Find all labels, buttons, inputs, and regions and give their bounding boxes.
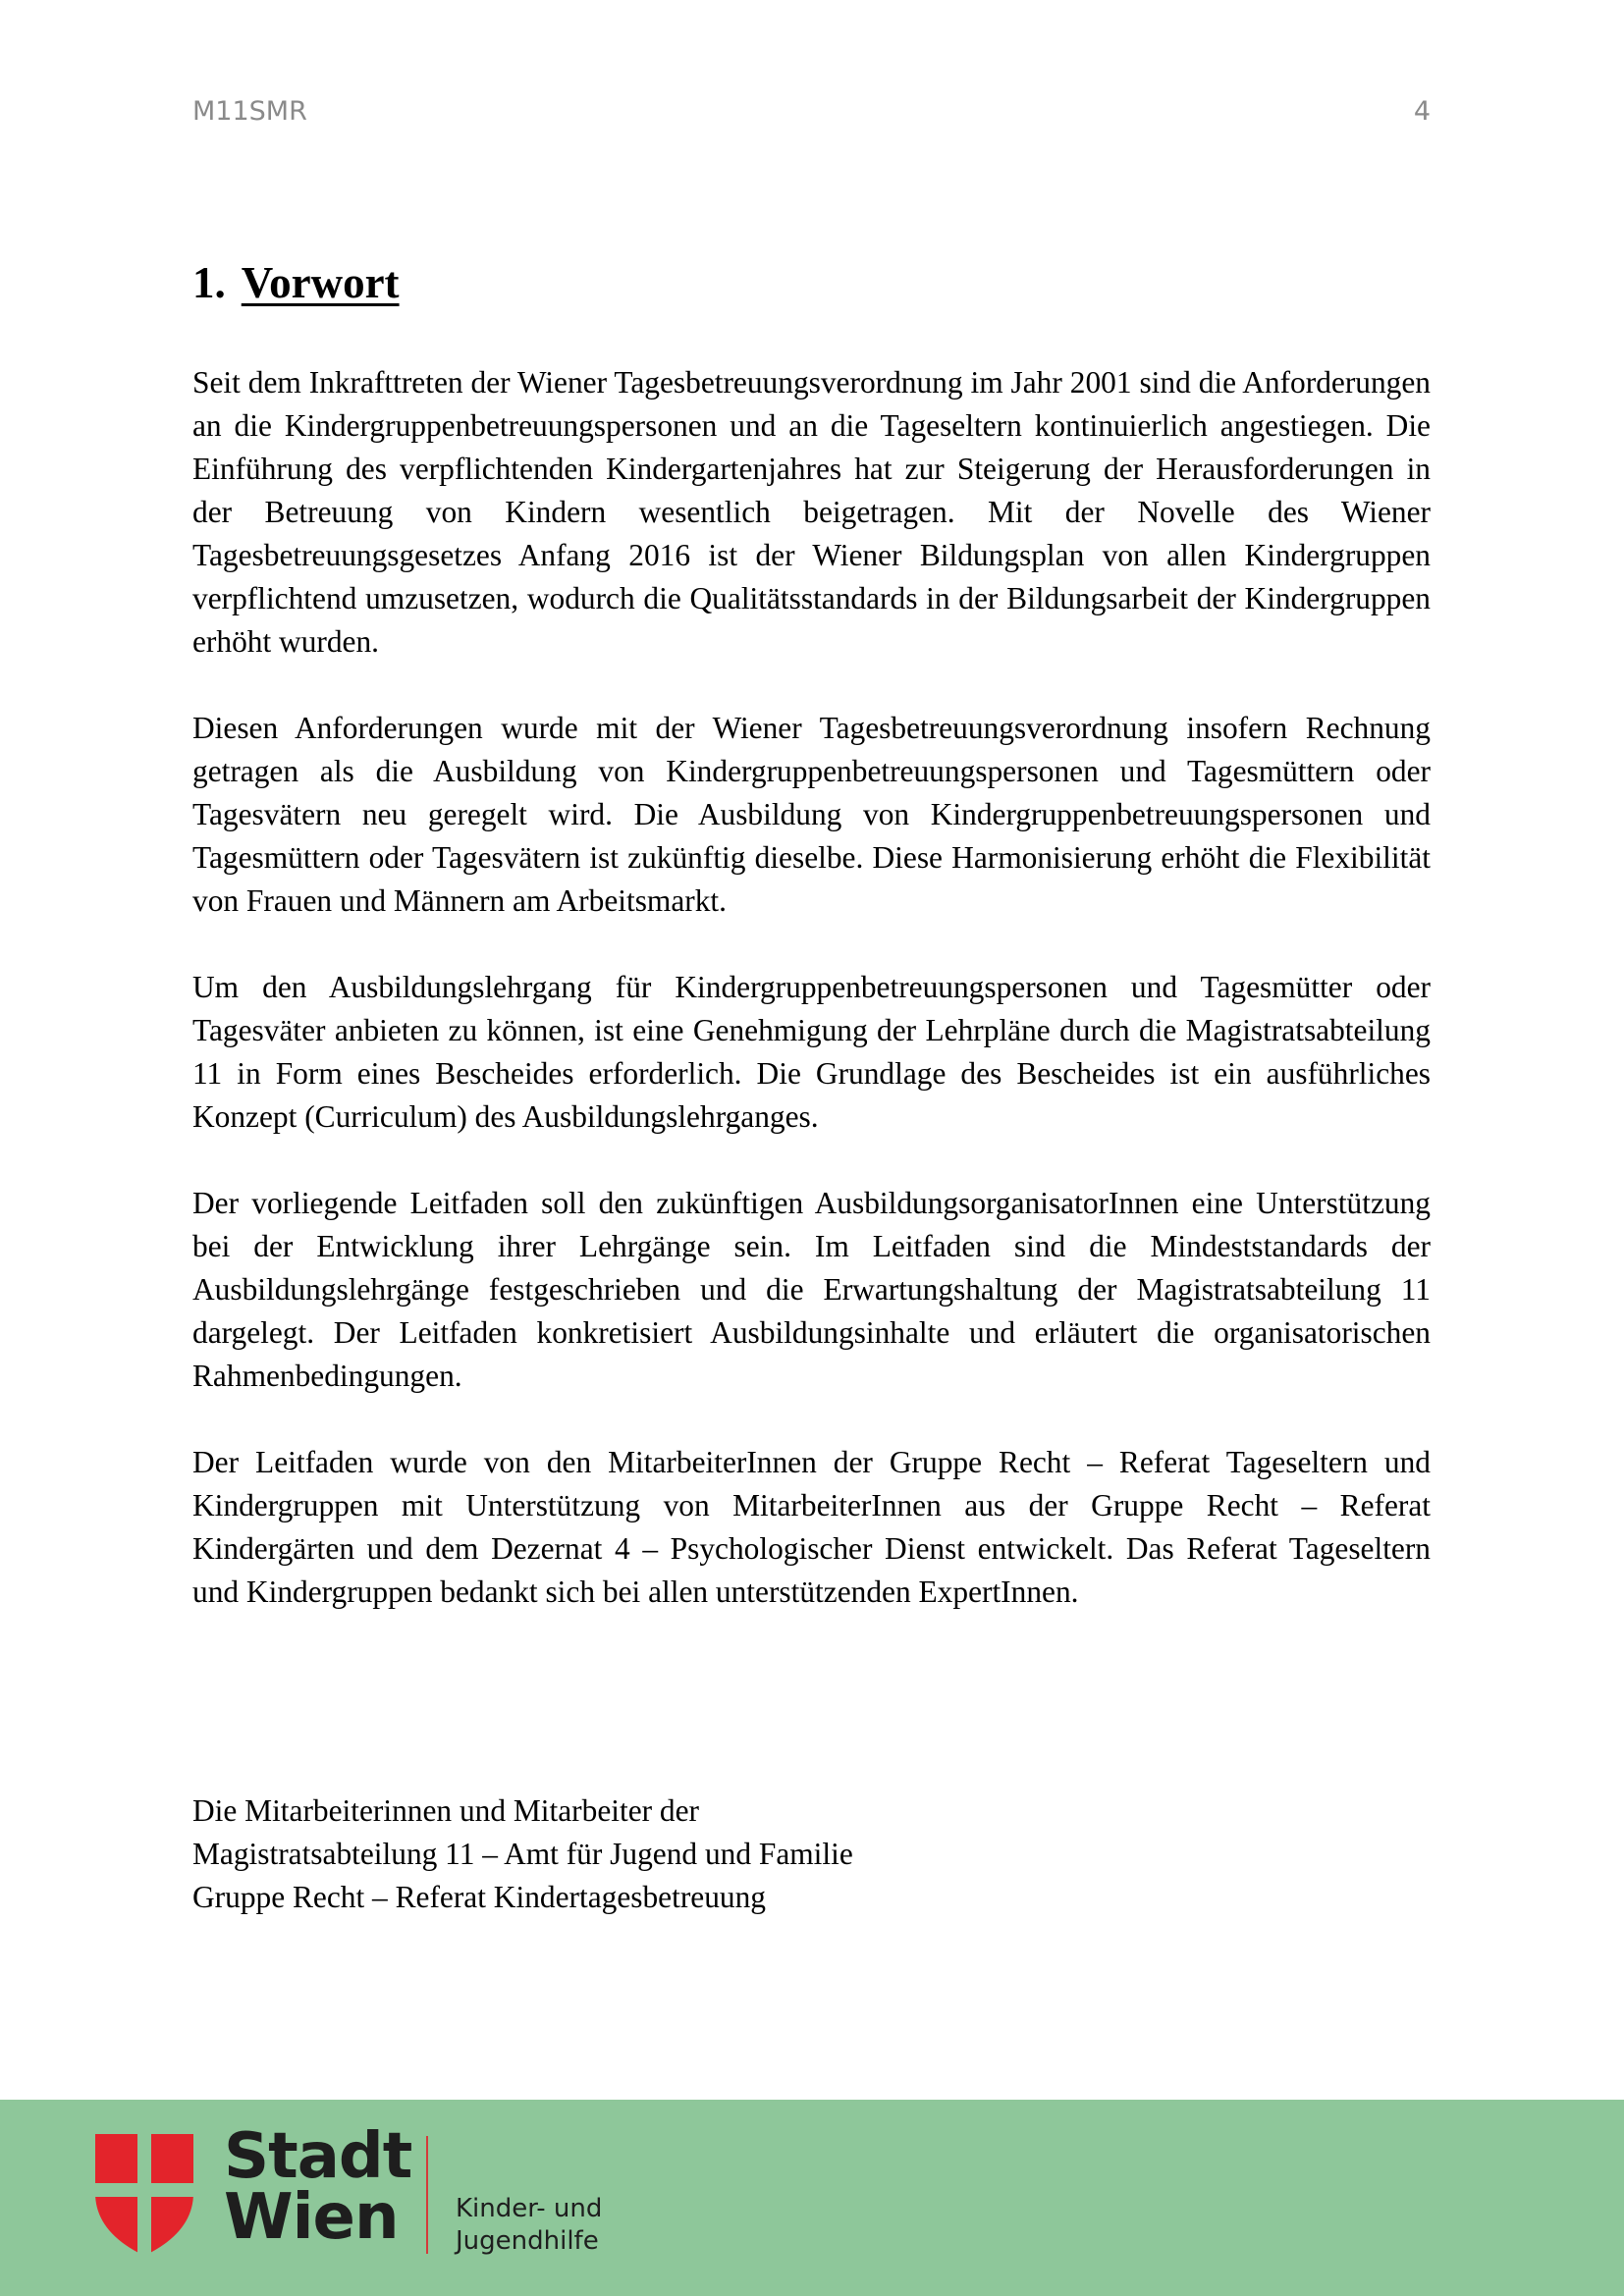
paragraph: Seit dem Inkrafttreten der Wiener Tagesbetreuungsverordnung im Jahr 2001 sind die Anforderungen an die Kindergruppenbetreuungspersonen und an die Tageseltern kontinuierlich angestiegen. Die Einführung des verpflichtenden Kindergartenjahres hat zur Steigerung der Herausforderungen in der Betreuung von Kindern wesentlich beigetragen. Mit der Novelle des Wiener Tagesbetreuungsgesetzes Anfang 2016 ist der Wiener Bildungsplan von allen Kindergruppen verpflichtend umzusetzen, wodurch die Qualitätsstandards in der Bildungsarbeit der Kindergruppen erhöht wurden.: [192, 365, 1431, 659]
logo-line: Stadt: [224, 2120, 412, 2193]
section-heading: [192, 257, 400, 308]
department-line: Kinder- und: [456, 2194, 603, 2223]
signature-line: Die Mitarbeiterinnen und Mitarbeiter der: [192, 1793, 700, 1828]
body-text: [192, 361, 1431, 1657]
signature-block: [192, 1789, 853, 1919]
signature-line: Magistratsabteilung 11 – Amt für Jugend und Familie: [192, 1837, 853, 1871]
vienna-shield-icon: [95, 2134, 193, 2256]
stadt-wien-logo: [224, 2120, 412, 2254]
signature-line: Gruppe Recht – Referat Kindertagesbetreuung: [192, 1880, 766, 1914]
document-code: M11SMR: [192, 96, 307, 127]
paragraph: Diesen Anforderungen wurde mit der Wiener Tagesbetreuungsverordnung insofern Rechnung getragen als die Ausbildung von Kindergruppenbetreuungspersonen und Tagesmüttern oder Tagesvätern neu geregelt wird. Die Ausbildung von Kindergruppenbetreuungspersonen und Tagesmüttern oder Tagesvätern ist zukünftig dieselbe. Diese Harmonisierung erhöht die Flexibilität von Frauen und Männern am Arbeitsmarkt.: [192, 711, 1431, 918]
paragraph: Der vorliegende Leitfaden soll den zukünftigen AusbildungsorganisatorInnen eine Unterstützung bei der Entwicklung ihrer Lehrgänge sein. Im Leitfaden sind die Mindeststandards der Ausbildungslehrgänge festgeschrieben und die Erwartungshaltung der Magistratsabteilung 11 dargelegt. Der Leitfaden konkretisiert Ausbildungsinhalte und erläutert die organisatorischen Rahmenbedingungen.: [192, 1186, 1431, 1393]
paragraph: Der Leitfaden wurde von den MitarbeiterInnen der Gruppe Recht – Referat Tageseltern und Kindergruppen mit Unterstützung von MitarbeiterInnen aus der Gruppe Recht – Referat Kindergärten und dem Dezernat 4 – Psychologischer Dienst entwickelt. Das Referat Tageseltern und Kindergruppen bedankt sich bei allen unterstützenden ExpertInnen.: [192, 1445, 1431, 1609]
running-header: [192, 96, 1431, 127]
page-number: 4: [1413, 96, 1431, 127]
shield-cross-horizontal: [95, 2183, 193, 2197]
section-title: Vorwort: [241, 258, 400, 307]
section-number: 1.: [192, 258, 226, 307]
department-name: [456, 2193, 602, 2258]
logo-line: Wien: [224, 2181, 399, 2254]
department-line: Jugendhilfe: [456, 2226, 599, 2256]
logo-divider: [426, 2136, 428, 2254]
paragraph: Um den Ausbildungslehrgang für Kindergruppenbetreuungspersonen und Tagesmütter oder Tagesväter anbieten zu können, ist eine Genehmigung der Lehrpläne durch die Magistratsabteilung 11 in Form eines Bescheides erforderlich. Die Grundlage des Bescheides ist ein ausführliches Konzept (Curriculum) des Ausbildungslehrganges.: [192, 970, 1431, 1134]
